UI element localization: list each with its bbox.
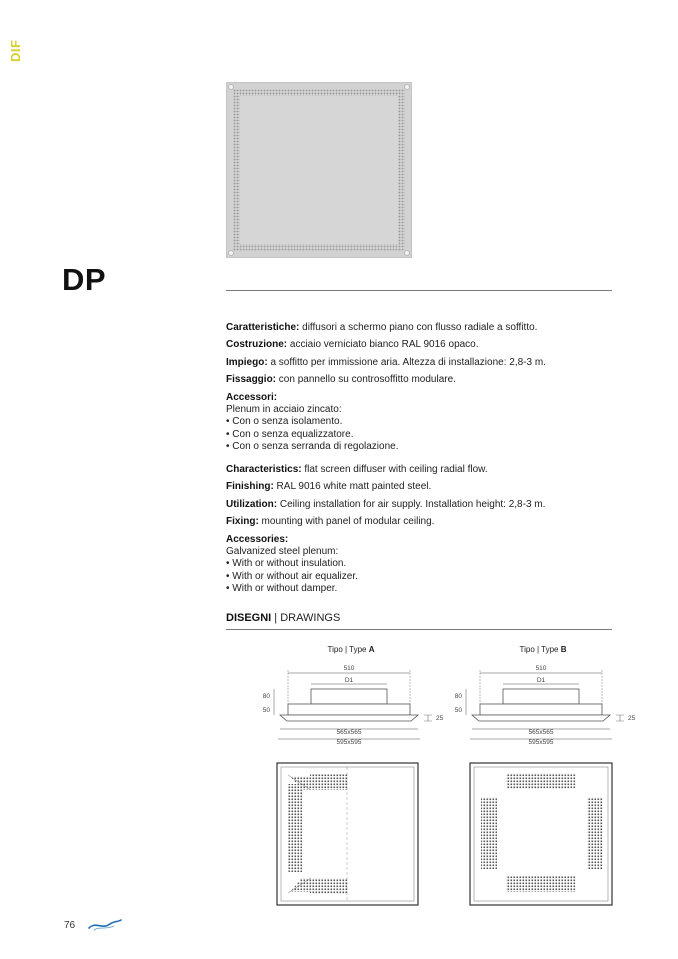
svg-text:595x595: 595x595 xyxy=(336,739,362,746)
svg-text:510: 510 xyxy=(535,665,547,672)
svg-text:80: 80 xyxy=(262,693,270,700)
svg-text:80: 80 xyxy=(454,693,462,700)
type-a-drawing xyxy=(263,645,444,905)
spec-row: Utilization: Ceiling installation for air supply. Installation height: 2,8-3 m. xyxy=(226,498,546,510)
accessories-item: • With or without insulation. xyxy=(226,558,347,570)
accessories-item: • With or without air equalizer. xyxy=(226,570,358,582)
accessories-item: • Con o senza isolamento. xyxy=(226,416,343,428)
spec-row: Characteristics: flat screen diffuser with ceiling radial flow. xyxy=(226,464,488,475)
svg-text:25: 25 xyxy=(436,715,444,722)
accessories-item: • With or without damper. xyxy=(226,583,338,595)
accessories-intro: Galvanized steel plenum: xyxy=(226,546,339,558)
accessories-label: Accessori: xyxy=(226,391,278,403)
page-number: 76 xyxy=(64,920,76,931)
svg-text:565x565: 565x565 xyxy=(336,729,362,736)
spec-row: Impiego: a soffitto per immissione aria. Altezza di installazione: 2,8-3 m. xyxy=(226,356,546,368)
accessories-item: • Con o senza serranda di regolazione. xyxy=(226,441,399,453)
type-b-label: Tipo | Type B xyxy=(519,645,567,654)
spec-row: Fixing: mounting with panel of modular ceiling. xyxy=(226,516,435,528)
accessories-item: • Con o senza equalizzatore. xyxy=(226,428,354,440)
svg-text:50: 50 xyxy=(454,707,462,714)
svg-text:50: 50 xyxy=(262,707,270,714)
svg-text:510: 510 xyxy=(343,665,355,672)
accessories-label: Accessories: xyxy=(226,533,289,545)
type-b-plan xyxy=(470,763,612,905)
spec-row: Finishing: RAL 9016 white matt painted steel. xyxy=(226,481,432,493)
type-b-drawing xyxy=(455,645,636,905)
spec-row: Fissaggio: con pannello su controsoffitto modulare. xyxy=(226,374,456,386)
svg-text:565x565: 565x565 xyxy=(528,729,554,736)
section-tab-label: DIF xyxy=(8,39,23,62)
model-title: DP xyxy=(62,262,107,297)
spec-row: Caratteristiche: diffusori a schermo piano con flusso radiale a soffitto. xyxy=(226,322,538,333)
type-a-plan xyxy=(277,763,418,905)
type-a-label: Tipo | Type A xyxy=(327,645,375,654)
accessories-intro: Plenum in acciaio zincato: xyxy=(226,404,342,416)
brand-wave-icon xyxy=(88,918,122,932)
spec-row: Costruzione: acciaio verniciato bianco RAL 9016 opaco. xyxy=(226,339,479,351)
svg-text:D1: D1 xyxy=(344,677,354,684)
svg-text:595x595: 595x595 xyxy=(528,739,554,746)
drawings-heading: DISEGNI | DRAWINGS xyxy=(226,612,341,624)
svg-text:25: 25 xyxy=(628,715,636,722)
svg-text:D1: D1 xyxy=(536,677,546,684)
